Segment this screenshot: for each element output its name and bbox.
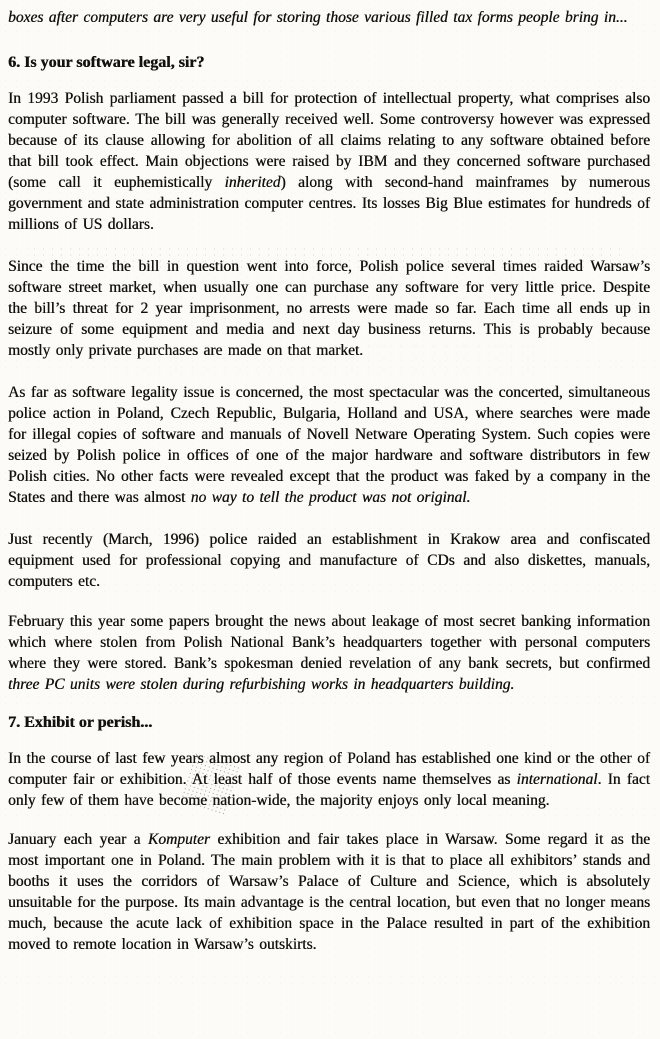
text-run: exhibition and fair takes place in Warsaw. Some regard it as the most important one in Poland. The main problem with it is that to place all exhibitors’ stands and booths it uses the corridors of Warsaw’s Palace of Culture and Science, which is absolutely unsuitable for the purpose. Its main advantage is the central location, but even that no longer means much, because the acute lack of exhibition space in the Palace resulted in part of the exhibition moved to remote location in Warsaw’s outskirts.	[8, 831, 650, 953]
text-run: February this year some papers brought the news about leakage of most secret banking information which where stolen from Polish National Bank’s headquarters together with personal computers where they were stored. Bank’s spokesman denied revelation of any bank secrets, but confirmed	[8, 613, 650, 672]
text-run: January each year a	[8, 831, 148, 848]
paragraph-bill-1993	[8, 88, 650, 235]
text-run: In the course of last few years almost any region of Poland has established one kind or the other of computer fair or exhibition. At least half of those events name themselves as	[8, 750, 650, 788]
text-run: As far as software legality issue is concerned, the most spectacular was the concerted, simultaneous police action in Poland, Czech Republic, Bulgaria, Holland and USA, where searches were made for illegal copies of software and manuals of Novell Netware Operating System. Such copies were seized by Polish police in offices of one of the major hardware and software distributors in few Polish cities. No other facts were revealed except that the product was faked by a company in the States and there was almost	[8, 384, 650, 506]
text-run: no way to tell the product was not original.	[190, 489, 471, 506]
text-run: In 1993 Polish parliament passed a bill for protection of intellectual property, what comprises also computer software. The bill was generally received well. Some controversy however was expressed because of its clause allowing for abolition of all claims relating to any software obtained before that bill took effect. Main objections were raised by IBM and they concerned software purchased (some call it euphemistically	[8, 90, 650, 191]
text-run: boxes after computers are very useful for storing those various filled tax forms people bring in...	[8, 9, 628, 26]
paragraph-street-market	[8, 256, 650, 361]
paragraph-krakow-raid	[8, 529, 650, 592]
paragraph-fairs-overview	[8, 748, 650, 811]
paragraph-bank-leak	[8, 611, 650, 695]
text-run: . In fact only few of them have become nation-wide, the majority enjoys only local meaning.	[8, 771, 650, 809]
paragraph-komputer-fair	[8, 829, 650, 955]
text-run: international	[516, 771, 598, 788]
paragraph-police-action	[8, 382, 650, 508]
text-run: Since the time the bill in question went into force, Polish police several times raided Warsaw’s software street market, when usually one can purchase any software for very little price. Despite the bill’s threat for 2 year imprisonment, no arrests were made so far. Each time all ends up in seizure of some equipment and media and next day business returns. This is probably because mostly only private purchases are made on that market.	[8, 258, 650, 359]
text-run: three PC units were stolen during refurbishing works in headquarters building.	[8, 676, 515, 693]
continued-paragraph	[8, 7, 650, 28]
text-run: ) along with second-hand mainframes by numerous government and state administration computer centres. Its losses Big Blue estimates for hundreds of millions of US dollars.	[8, 174, 650, 233]
text-run: Komputer	[147, 831, 210, 848]
section-heading-software-legal: 6. Is your software legal, sir?	[8, 54, 205, 71]
section-heading-exhibit-or-perish: 7. Exhibit or perish...	[8, 714, 153, 731]
text-run: inherited	[224, 174, 281, 191]
text-run: Just recently (March, 1996) police raided an establishment in Krakow area and confiscated equipment used for professional copying and manufacture of CDs and also diskettes, manuals, computers etc.	[8, 531, 650, 590]
